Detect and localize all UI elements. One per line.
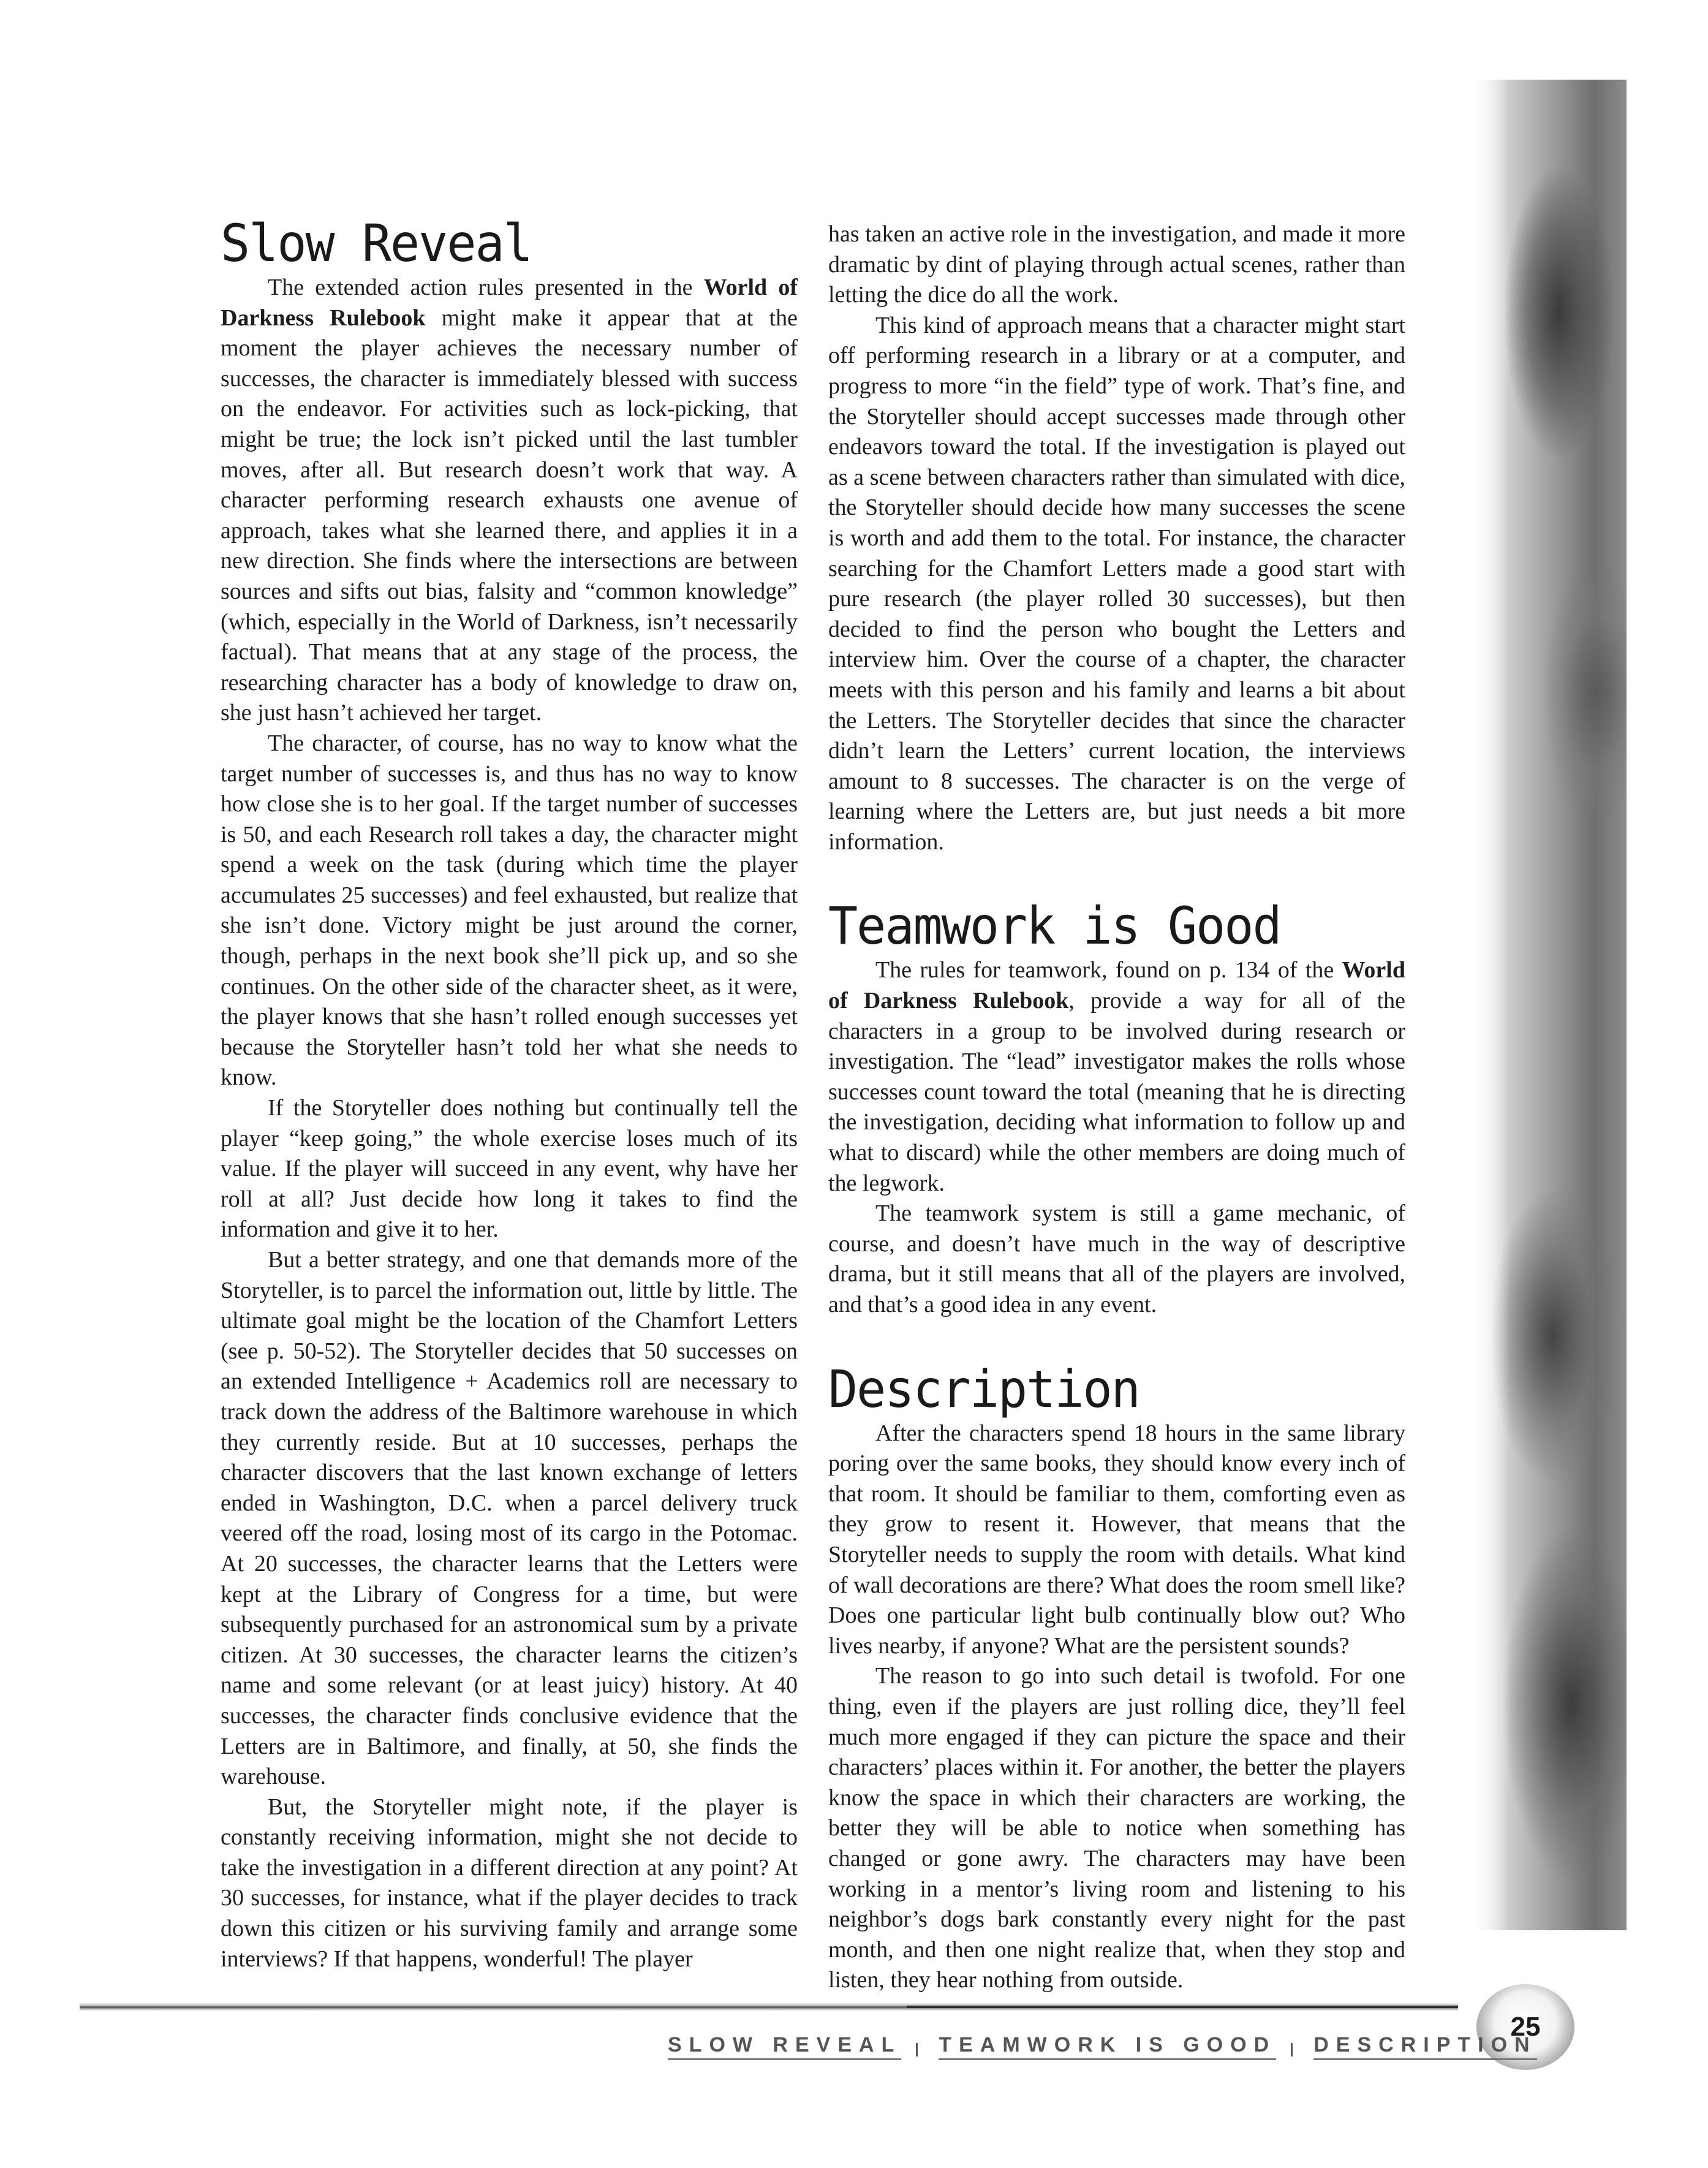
right-column: [828, 219, 1405, 1996]
paragraph: But a better strategy, and one that demands more of the Storyteller, is to parcel the information out, little by little. The ultimate goal might be the location of the Chamfort Letters (see p. 50-52). The Storyteller decides that 50 successes on an extended Intelligence + Academics roll are necessary to track down the address of the Baltimore warehouse in which they currently reside. But at 10 successes, perhaps the character discovers that the last known exchange of letters ended in Washington, D.C. when a parcel delivery truck veered off the road, losing most of its cargo in the Potomac. At 20 successes, the character learns that the Letters were kept at the Library of Congress for a time, but were subsequently purchased for an astronomical sum by a private citizen. At 30 successes, the character learns the citizen’s name and some relevant (or at least juicy) history. At 40 successes, the character finds conclusive evidence that the Letters are in Baltimore, and finally, at 50, she finds the warehouse.: [221, 1247, 798, 1790]
footer-rule: [80, 2003, 1458, 2011]
section-title-description: Description: [828, 1359, 1139, 1419]
paragraph: But, the Storyteller might note, if the player is constantly receiving information, might she not decide to take the investigation in a different direction at any point? At 30 successes, for instance, what if the player decides to track down this citizen or his surviving family and arrange some interviews? If that happens, wonderful! The player: [221, 1794, 798, 1972]
footer-item-description: DESCRIPTION: [1313, 2033, 1536, 2060]
section-title-slow-reveal: Slow Reveal: [221, 213, 532, 273]
paragraph: After the characters spend 18 hours in the same library poring over the same books, they should know every inch of that room. It should be familiar to them, comforting even as they grow to resent it. However, that means that the Storyteller needs to supply the room with details. What kind of wall decorations are there? What does the room smell like? Does one particular light bulb continually blow out? Who lives nearby, if anyone? What are the persistent sounds?: [828, 1420, 1405, 1659]
section-gap: [828, 1321, 1405, 1357]
paragraph: This kind of approach means that a character might start off performing research in a library or at a computer, and progress to more “in the field” type of work. That’s fine, and the Storyteller should accept successes made through other endeavors toward the total. If the investigation is played out as a scene between characters rather than simulated with dice, the Storyteller should decide how many successes the scene is worth and add them to the total. For instance, the character searching for the Chamfort Letters made a good start with pure research (the player rolled 30 successes), but then decided to find the person who bought the Letters and interview him. Over the course of a chapter, the character meets with this person and his family and learns a bit about the Letters. The Storyteller decides that since the character didn’t learn the Letters’ current location, the interviews amount to 8 successes. The character is on the verge of learning where the Letters are, but just needs a bit more information.: [828, 312, 1405, 855]
paragraph: The teamwork system is still a game mechanic, of course, and doesn’t have much in the way of descriptive drama, but it still means that all of the players are involved, and that’s a good idea in any event.: [828, 1200, 1405, 1317]
footer-separator: [916, 2043, 918, 2056]
paragraph-continued: has taken an active role in the investigation, and made it more dramatic by dint of playing through actual scenes, rather than letting the dice do all the work.: [828, 221, 1405, 308]
page-number: 25: [1510, 2012, 1541, 2042]
paragraph: The reason to go into such detail is twofold. For one thing, even if the players are just rolling dice, they’ll feel much more engaged if they can picture the space and their characters’ places within it. For another, the better the players know the space in which their characters are working, the better they will be able to notice when something has changed or gone awry. The characters may have been working in a mentor’s living room and listening to his neighbor’s dogs bark constantly every night for the past month, and then one night realize that, when they stop and listen, they hear nothing from outside.: [828, 1663, 1405, 1993]
paragraph: If the Storyteller does nothing but continually tell the player “keep going,” the whole exercise loses much of its value. If the player will succeed in any event, why have her roll at all? Just decide how long it takes to find the information and give it to her.: [221, 1095, 798, 1243]
footer-item-teamwork: TEAMWORK IS GOOD: [939, 2033, 1276, 2060]
section-title-teamwork: Teamwork is Good: [828, 896, 1281, 957]
decorative-edge-illustration: [1467, 80, 1627, 1930]
paragraph: The rules for teamwork, found on p. 134 of the World of Darkness Rulebook, provide a way for all of the characters in a group to be involved during research or investigation. The “lead” investigator makes the rolls whose successes count toward the total (meaning that he is directing the investigation, deciding what information to follow up and what to discard) while the other members are doing much of the legwork.: [828, 957, 1405, 1196]
footer-separator: [1291, 2043, 1293, 2056]
footer-item-slow-reveal: SLOW REVEAL: [668, 2033, 901, 2060]
paragraph: The character, of course, has no way to know what the target number of successes is, and thus has no way to know how close she is to her goal. If the target number of successes is 50, and each Research roll takes a day, the character might spend a week on the task (during which time the player accumulates 25 successes) and feel exhausted, but realize that she isn’t done. Victory might be just around the corner, though, perhaps in the next book she’ll pick up, and so she continues. On the other side of the character sheet, as it were, the player knows that she hasn’t rolled enough successes yet because the Storyteller hasn’t told her what she needs to know.: [221, 730, 798, 1091]
paragraph: The extended action rules presented in the World of Darkness Rulebook might make it appear that at the moment the player achieves the necessary number of successes, the character is immediately blessed with success on the endeavor. For activities such as lock-picking, that might be true; the lock isn’t picked until the last tumbler moves, after all. But research doesn’t work that way. A character performing research exhausts one avenue of approach, takes what she learned there, and applies it in a new direction. She finds where the intersections are between sources and sifts out bias, falsity and “common knowledge” (which, especially in the World of Darkness, isn’t necessarily factual). That means that at any stage of the process, the researching character has a body of knowledge to draw on, she just hasn’t achieved her target.: [221, 275, 798, 726]
section-gap: [828, 857, 1405, 894]
footer-section-nav: [668, 2031, 1537, 2062]
left-column: [221, 211, 798, 1974]
